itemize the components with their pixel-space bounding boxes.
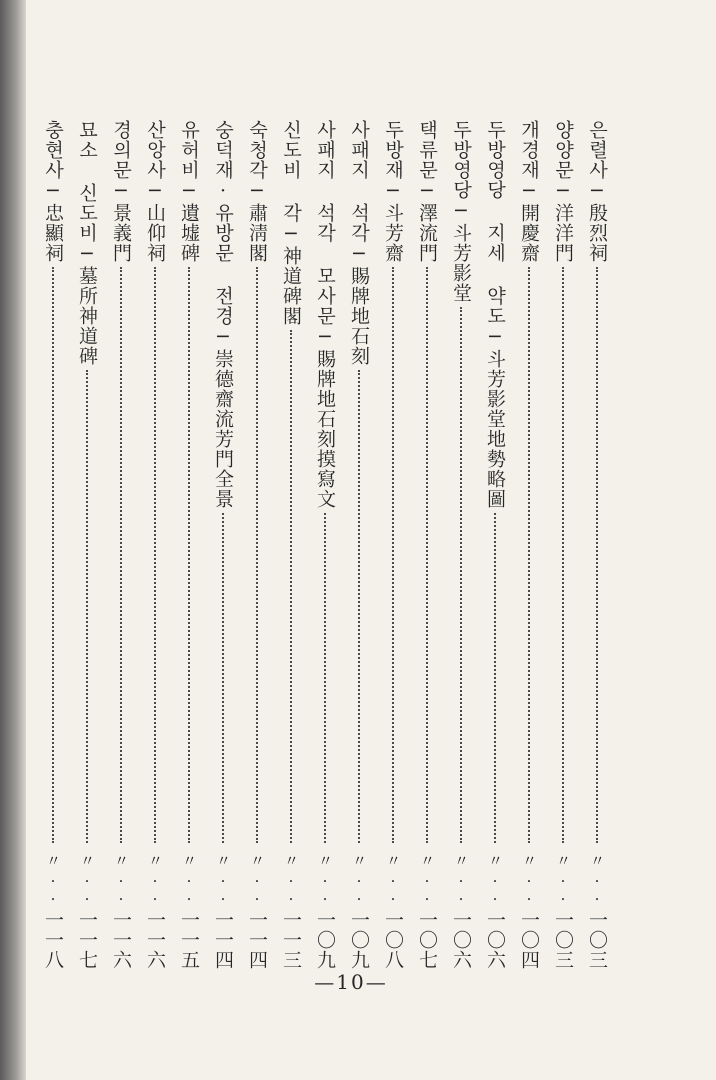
short-leader: ·· bbox=[452, 872, 470, 908]
ditto-mark: 〃 bbox=[180, 853, 198, 868]
dot-leader bbox=[494, 513, 496, 843]
dot-leader bbox=[392, 267, 394, 843]
ditto-mark: 〃 bbox=[486, 853, 504, 868]
toc-entry-page: 一一六 bbox=[110, 910, 132, 970]
ditto-mark: 〃 bbox=[418, 853, 436, 868]
ditto-mark: 〃 bbox=[78, 853, 96, 868]
short-leader: ·· bbox=[486, 872, 504, 908]
toc-entry bbox=[478, 120, 512, 970]
toc-entry-title: 두방재─斗芳齋 bbox=[382, 120, 404, 263]
toc-entry bbox=[512, 120, 546, 970]
toc-entry-page: 一〇八 bbox=[382, 910, 404, 970]
toc-entry bbox=[274, 120, 308, 970]
toc-entry bbox=[172, 120, 206, 970]
toc-entry-page: 一一四 bbox=[212, 910, 234, 970]
short-leader: ·· bbox=[554, 872, 572, 908]
toc-entry-title: 은렬사─殷烈祠 bbox=[586, 120, 608, 263]
short-leader: ·· bbox=[384, 872, 402, 908]
short-leader: ·· bbox=[146, 872, 164, 908]
toc-entry-page: 一〇七 bbox=[416, 910, 438, 970]
toc-entry-title: 양양문─洋洋門 bbox=[552, 120, 574, 263]
short-leader: ·· bbox=[316, 872, 334, 908]
dot-leader bbox=[52, 267, 54, 843]
dot-leader bbox=[426, 267, 428, 843]
short-leader: ·· bbox=[78, 872, 96, 908]
toc-entry-title: 신도비 각─神道碑閣 bbox=[280, 120, 302, 326]
short-leader: ·· bbox=[44, 872, 62, 908]
dot-leader bbox=[528, 267, 530, 843]
short-leader: ·· bbox=[588, 872, 606, 908]
ditto-mark: 〃 bbox=[588, 853, 606, 868]
toc-entry-title: 묘소 신도비─墓所神道碑 bbox=[76, 120, 98, 366]
toc-entry bbox=[580, 120, 614, 970]
toc-entry-title: 산앙사─山仰祠 bbox=[144, 120, 166, 263]
toc-entry-title: 숭덕재·유방문 전경─崇德齋流芳門全景 bbox=[212, 120, 234, 509]
toc-entry bbox=[206, 120, 240, 970]
toc-entry-title: 두방영당 지세 약도─斗芳影堂地勢略圖 bbox=[484, 120, 506, 509]
toc-entry bbox=[444, 120, 478, 970]
toc-entry-title: 두방영당─斗芳影堂 bbox=[450, 120, 472, 303]
short-leader: ·· bbox=[180, 872, 198, 908]
toc-entry-page: 一〇六 bbox=[450, 910, 472, 970]
binding-shadow bbox=[0, 0, 26, 1080]
short-leader: ·· bbox=[520, 872, 538, 908]
dot-leader bbox=[358, 370, 360, 843]
ditto-mark: 〃 bbox=[520, 853, 538, 868]
toc-entry-page: 一一四 bbox=[246, 910, 268, 970]
toc-entry bbox=[240, 120, 274, 970]
ditto-mark: 〃 bbox=[214, 853, 232, 868]
toc-entry-page: 一一六 bbox=[144, 910, 166, 970]
toc-entry-page: 一一八 bbox=[42, 910, 64, 970]
toc-entry-page: 一〇三 bbox=[552, 910, 574, 970]
toc-entry bbox=[36, 120, 70, 970]
toc-entry-page: 一一七 bbox=[76, 910, 98, 970]
toc-entry bbox=[308, 120, 342, 970]
short-leader: ·· bbox=[214, 872, 232, 908]
dot-leader bbox=[222, 513, 224, 843]
toc-entry-page: 一一五 bbox=[178, 910, 200, 970]
ditto-mark: 〃 bbox=[248, 853, 266, 868]
toc-entry bbox=[376, 120, 410, 970]
short-leader: ·· bbox=[112, 872, 130, 908]
ditto-mark: 〃 bbox=[316, 853, 334, 868]
toc-entry-title: 개경재─開慶齋 bbox=[518, 120, 540, 263]
toc-entry-page: 一〇九 bbox=[314, 910, 336, 970]
ditto-mark: 〃 bbox=[554, 853, 572, 868]
toc-entry-title: 경의문─景義門 bbox=[110, 120, 132, 263]
dot-leader bbox=[596, 267, 598, 843]
ditto-mark: 〃 bbox=[452, 853, 470, 868]
dot-leader bbox=[324, 513, 326, 843]
toc-entry-title: 충현사─忠顯祠 bbox=[42, 120, 64, 263]
dot-leader bbox=[562, 267, 564, 843]
toc-entry-page: 一〇四 bbox=[518, 910, 540, 970]
toc-entry bbox=[410, 120, 444, 970]
toc-entry-page: 一〇三 bbox=[586, 910, 608, 970]
ditto-mark: 〃 bbox=[282, 853, 300, 868]
toc-entry bbox=[70, 120, 104, 970]
dot-leader bbox=[86, 370, 88, 843]
dot-leader bbox=[154, 267, 156, 843]
ditto-mark: 〃 bbox=[146, 853, 164, 868]
dot-leader bbox=[188, 267, 190, 843]
ditto-mark: 〃 bbox=[384, 853, 402, 868]
toc-entry-page: 一〇九 bbox=[348, 910, 370, 970]
toc-entry bbox=[104, 120, 138, 970]
ditto-mark: 〃 bbox=[350, 853, 368, 868]
toc-entry-page: 一一三 bbox=[280, 910, 302, 970]
toc-entry-title: 사패지 석각─賜牌地石刻 bbox=[348, 120, 370, 366]
book-page bbox=[26, 0, 716, 1080]
page-number: —10— bbox=[314, 970, 388, 994]
toc-entry-title: 숙청각─肅淸閣 bbox=[246, 120, 268, 263]
toc-entry bbox=[546, 120, 580, 970]
toc-entry-title: 유허비─遺墟碑 bbox=[178, 120, 200, 263]
short-leader: ·· bbox=[248, 872, 266, 908]
short-leader: ·· bbox=[418, 872, 436, 908]
dot-leader bbox=[290, 330, 292, 843]
toc-entry-title: 택류문─澤流門 bbox=[416, 120, 438, 263]
dot-leader bbox=[120, 267, 122, 843]
short-leader: ·· bbox=[282, 872, 300, 908]
toc-entry-title: 사패지 석각 모사문─賜牌地石刻摸寫文 bbox=[314, 120, 336, 509]
dot-leader bbox=[460, 307, 462, 843]
toc-entry bbox=[138, 120, 172, 970]
toc-entry-page: 一〇六 bbox=[484, 910, 506, 970]
dot-leader bbox=[256, 267, 258, 843]
short-leader: ·· bbox=[350, 872, 368, 908]
ditto-mark: 〃 bbox=[112, 853, 130, 868]
ditto-mark: 〃 bbox=[44, 853, 62, 868]
toc-entry bbox=[342, 120, 376, 970]
